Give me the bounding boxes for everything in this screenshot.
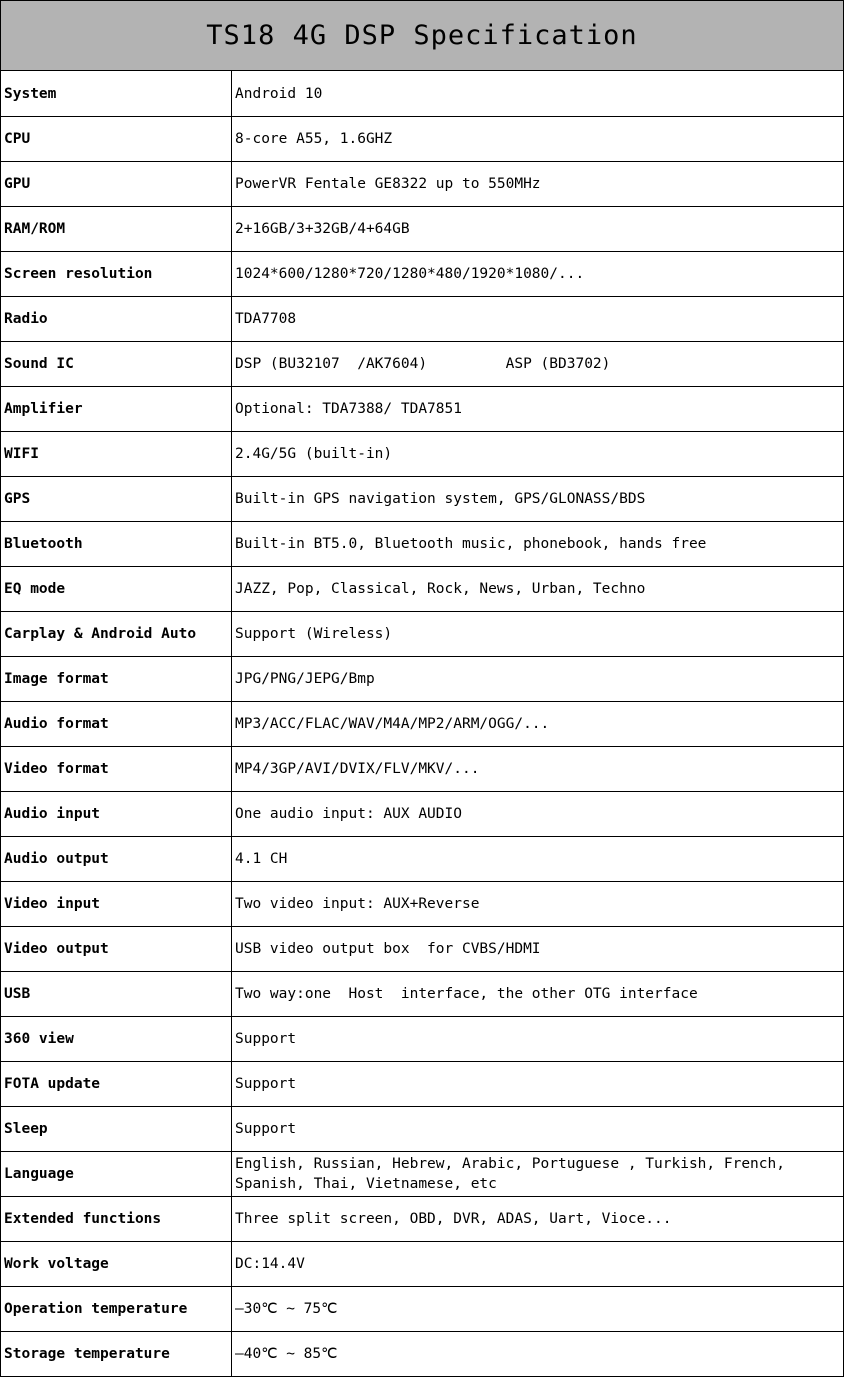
spec-label: GPS [1,477,232,522]
spec-row [1,252,843,297]
spec-label: System [1,71,232,117]
spec-row [1,1107,843,1152]
spec-label: Storage temperature [1,1332,232,1377]
spec-value: Support [232,1062,844,1107]
spec-row [1,657,843,702]
spec-value: Built-in BT5.0, Bluetooth music, phonebook, hands free [232,522,844,567]
spec-label: Operation temperature [1,1287,232,1332]
spec-label: Audio input [1,792,232,837]
spec-label: WIFI [1,432,232,477]
spec-value: Support [232,1017,844,1062]
spec-row [1,117,843,162]
spec-label: Amplifier [1,387,232,432]
spec-row [1,342,843,387]
spec-table [1,71,843,1376]
spec-row [1,792,843,837]
spec-label: Video input [1,882,232,927]
spec-row [1,747,843,792]
spec-value: USB video output box for CVBS/HDMI [232,927,844,972]
spec-label: Language [1,1152,232,1197]
spec-row [1,1332,843,1377]
spec-row [1,567,843,612]
spec-value: 1024*600/1280*720/1280*480/1920*1080/... [232,252,844,297]
spec-label: Carplay & Android Auto [1,612,232,657]
spec-value: Two way:one Host interface, the other OTG interface [232,972,844,1017]
spec-value: JPG/PNG/JEPG/Bmp [232,657,844,702]
spec-value: —40℃ ~ 85℃ [232,1332,844,1377]
spec-value: DSP (BU32107 /AK7604) ASP (BD3702) [232,342,844,387]
spec-label: Radio [1,297,232,342]
spec-value: Three split screen, OBD, DVR, ADAS, Uart, Vioce... [232,1197,844,1242]
spec-label: FOTA update [1,1062,232,1107]
spec-row [1,927,843,972]
spec-value: One audio input: AUX AUDIO [232,792,844,837]
spec-label: EQ mode [1,567,232,612]
spec-row [1,1197,843,1242]
spec-table-body [1,71,843,1376]
spec-label: Sleep [1,1107,232,1152]
spec-row [1,162,843,207]
spec-label: Extended functions [1,1197,232,1242]
spec-label: Screen resolution [1,252,232,297]
spec-label: Video output [1,927,232,972]
spec-value: 2+16GB/3+32GB/4+64GB [232,207,844,252]
spec-label: CPU [1,117,232,162]
spec-row [1,1062,843,1107]
spec-value: English, Russian, Hebrew, Arabic, Portuguese , Turkish, French, Spanish, Thai, Vietnamese, etc [232,1152,844,1197]
spec-row [1,387,843,432]
spec-value: 2.4G/5G (built-in) [232,432,844,477]
spec-value: DC:14.4V [232,1242,844,1287]
spec-value: PowerVR Fentale GE8322 up to 550MHz [232,162,844,207]
spec-row [1,207,843,252]
spec-row [1,1017,843,1062]
spec-row [1,477,843,522]
spec-value: Built-in GPS navigation system, GPS/GLONASS/BDS [232,477,844,522]
spec-row [1,1152,843,1197]
spec-value: TDA7708 [232,297,844,342]
spec-value: Android 10 [235,85,323,102]
spec-label: 360 view [1,1017,232,1062]
spec-label: Audio output [1,837,232,882]
spec-value: 4.1 CH [232,837,844,882]
spec-row [1,432,843,477]
spec-value: Support (Wireless) [232,612,844,657]
spec-label: Bluetooth [1,522,232,567]
spec-value: —30℃ ~ 75℃ [232,1287,844,1332]
spec-row [1,702,843,747]
spec-value: Optional: TDA7388/ TDA7851 [232,387,844,432]
spec-row [1,837,843,882]
spec-value: MP4/3GP/AVI/DVIX/FLV/MKV/... [232,747,844,792]
spec-label: RAM/ROM [1,207,232,252]
spec-value: 8-core A55, 1.6GHZ [232,117,844,162]
spec-row [1,882,843,927]
spec-value: Two video input: AUX+Reverse [232,882,844,927]
spec-row [1,297,843,342]
spec-label: Video format [1,747,232,792]
spec-label: Work voltage [1,1242,232,1287]
spec-row [1,71,843,117]
spec-label: Image format [1,657,232,702]
spec-row [1,612,843,657]
spec-row [1,1287,843,1332]
spec-label: Sound IC [1,342,232,387]
page-title: TS18 4G DSP Specification [1,1,843,71]
spec-row [1,1242,843,1287]
spec-label: USB [1,972,232,1017]
spec-row [1,972,843,1017]
spec-label: Audio format [1,702,232,747]
spec-value: MP3/ACC/FLAC/WAV/M4A/MP2/ARM/OGG/... [232,702,844,747]
spec-value: Support [232,1107,844,1152]
spec-row [1,522,843,567]
spec-label: GPU [1,162,232,207]
spec-value: JAZZ, Pop, Classical, Rock, News, Urban, Techno [232,567,844,612]
